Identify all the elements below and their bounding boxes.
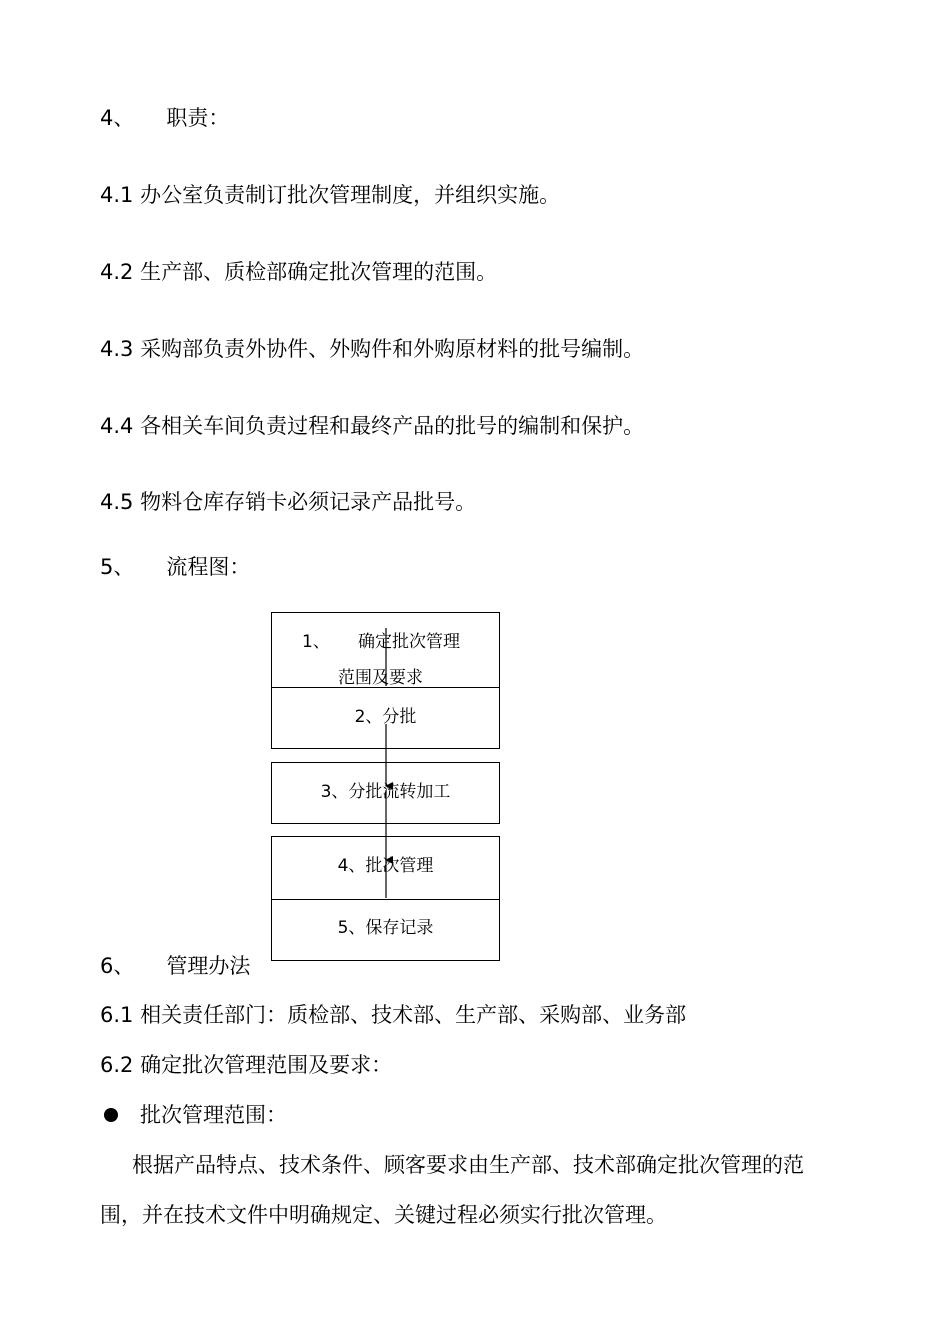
paragraph-line-2: 围，并在技术文件中明确规定、关键过程必须实行批次管理。 <box>100 1203 667 1227</box>
flow-step-3: 3、分批流转加工 <box>320 782 451 802</box>
flow-box-steps-1-2: 1、 确定批次管理 范围及要求 2、分批 <box>271 612 500 749</box>
paragraph-line-1: 根据产品特点、技术条件、顾客要求由生产部、技术部确定批次管理的范 <box>132 1153 804 1177</box>
section-5-title: 流程图： <box>166 555 251 579</box>
bullet-title: 批次管理范围： <box>140 1103 287 1127</box>
flow-step-1-label: 确定批次管理 <box>358 632 460 652</box>
item-4-2: 4.2 生产部、质检部确定批次管理的范围。 <box>100 260 498 284</box>
section-6-number: 6、 <box>100 954 135 978</box>
section-6-title: 管理办法 <box>166 954 251 978</box>
flow-box-step-3 <box>271 762 500 824</box>
section-4-title: 职责： <box>166 106 230 130</box>
item-4-4: 4.4 各相关车间负责过程和最终产品的批号的编制和保护。 <box>100 414 645 438</box>
item-4-3: 4.3 采购部负责外协件、外购件和外购原材料的批号编制。 <box>100 337 645 361</box>
item-4-5: 4.5 物料仓库存销卡必须记录产品批号。 <box>100 490 477 514</box>
flow-box-steps-4-5 <box>271 836 500 961</box>
flow-step-1-number: 1、 <box>302 632 330 652</box>
flow-step-2: 2、分批 <box>354 707 417 727</box>
item-6-1: 6.1 相关责任部门：质检部、技术部、生产部、采购部、业务部 <box>100 1003 687 1027</box>
section-5-heading <box>100 552 250 582</box>
flow-step-4: 4、批次管理 <box>337 856 434 876</box>
section-4-number: 4、 <box>100 106 135 130</box>
item-6-2: 6.2 确定批次管理范围及要求： <box>100 1053 393 1077</box>
section-5-number: 5、 <box>100 555 135 579</box>
flow-divider <box>272 899 499 900</box>
item-4-1: 4.1 办公室负责制订批次管理制度，并组织实施。 <box>100 183 561 207</box>
flow-step-5: 5、保存记录 <box>337 918 434 938</box>
section-6-heading <box>100 951 250 981</box>
bullet-icon <box>104 1108 118 1122</box>
section-4-heading <box>100 103 229 133</box>
